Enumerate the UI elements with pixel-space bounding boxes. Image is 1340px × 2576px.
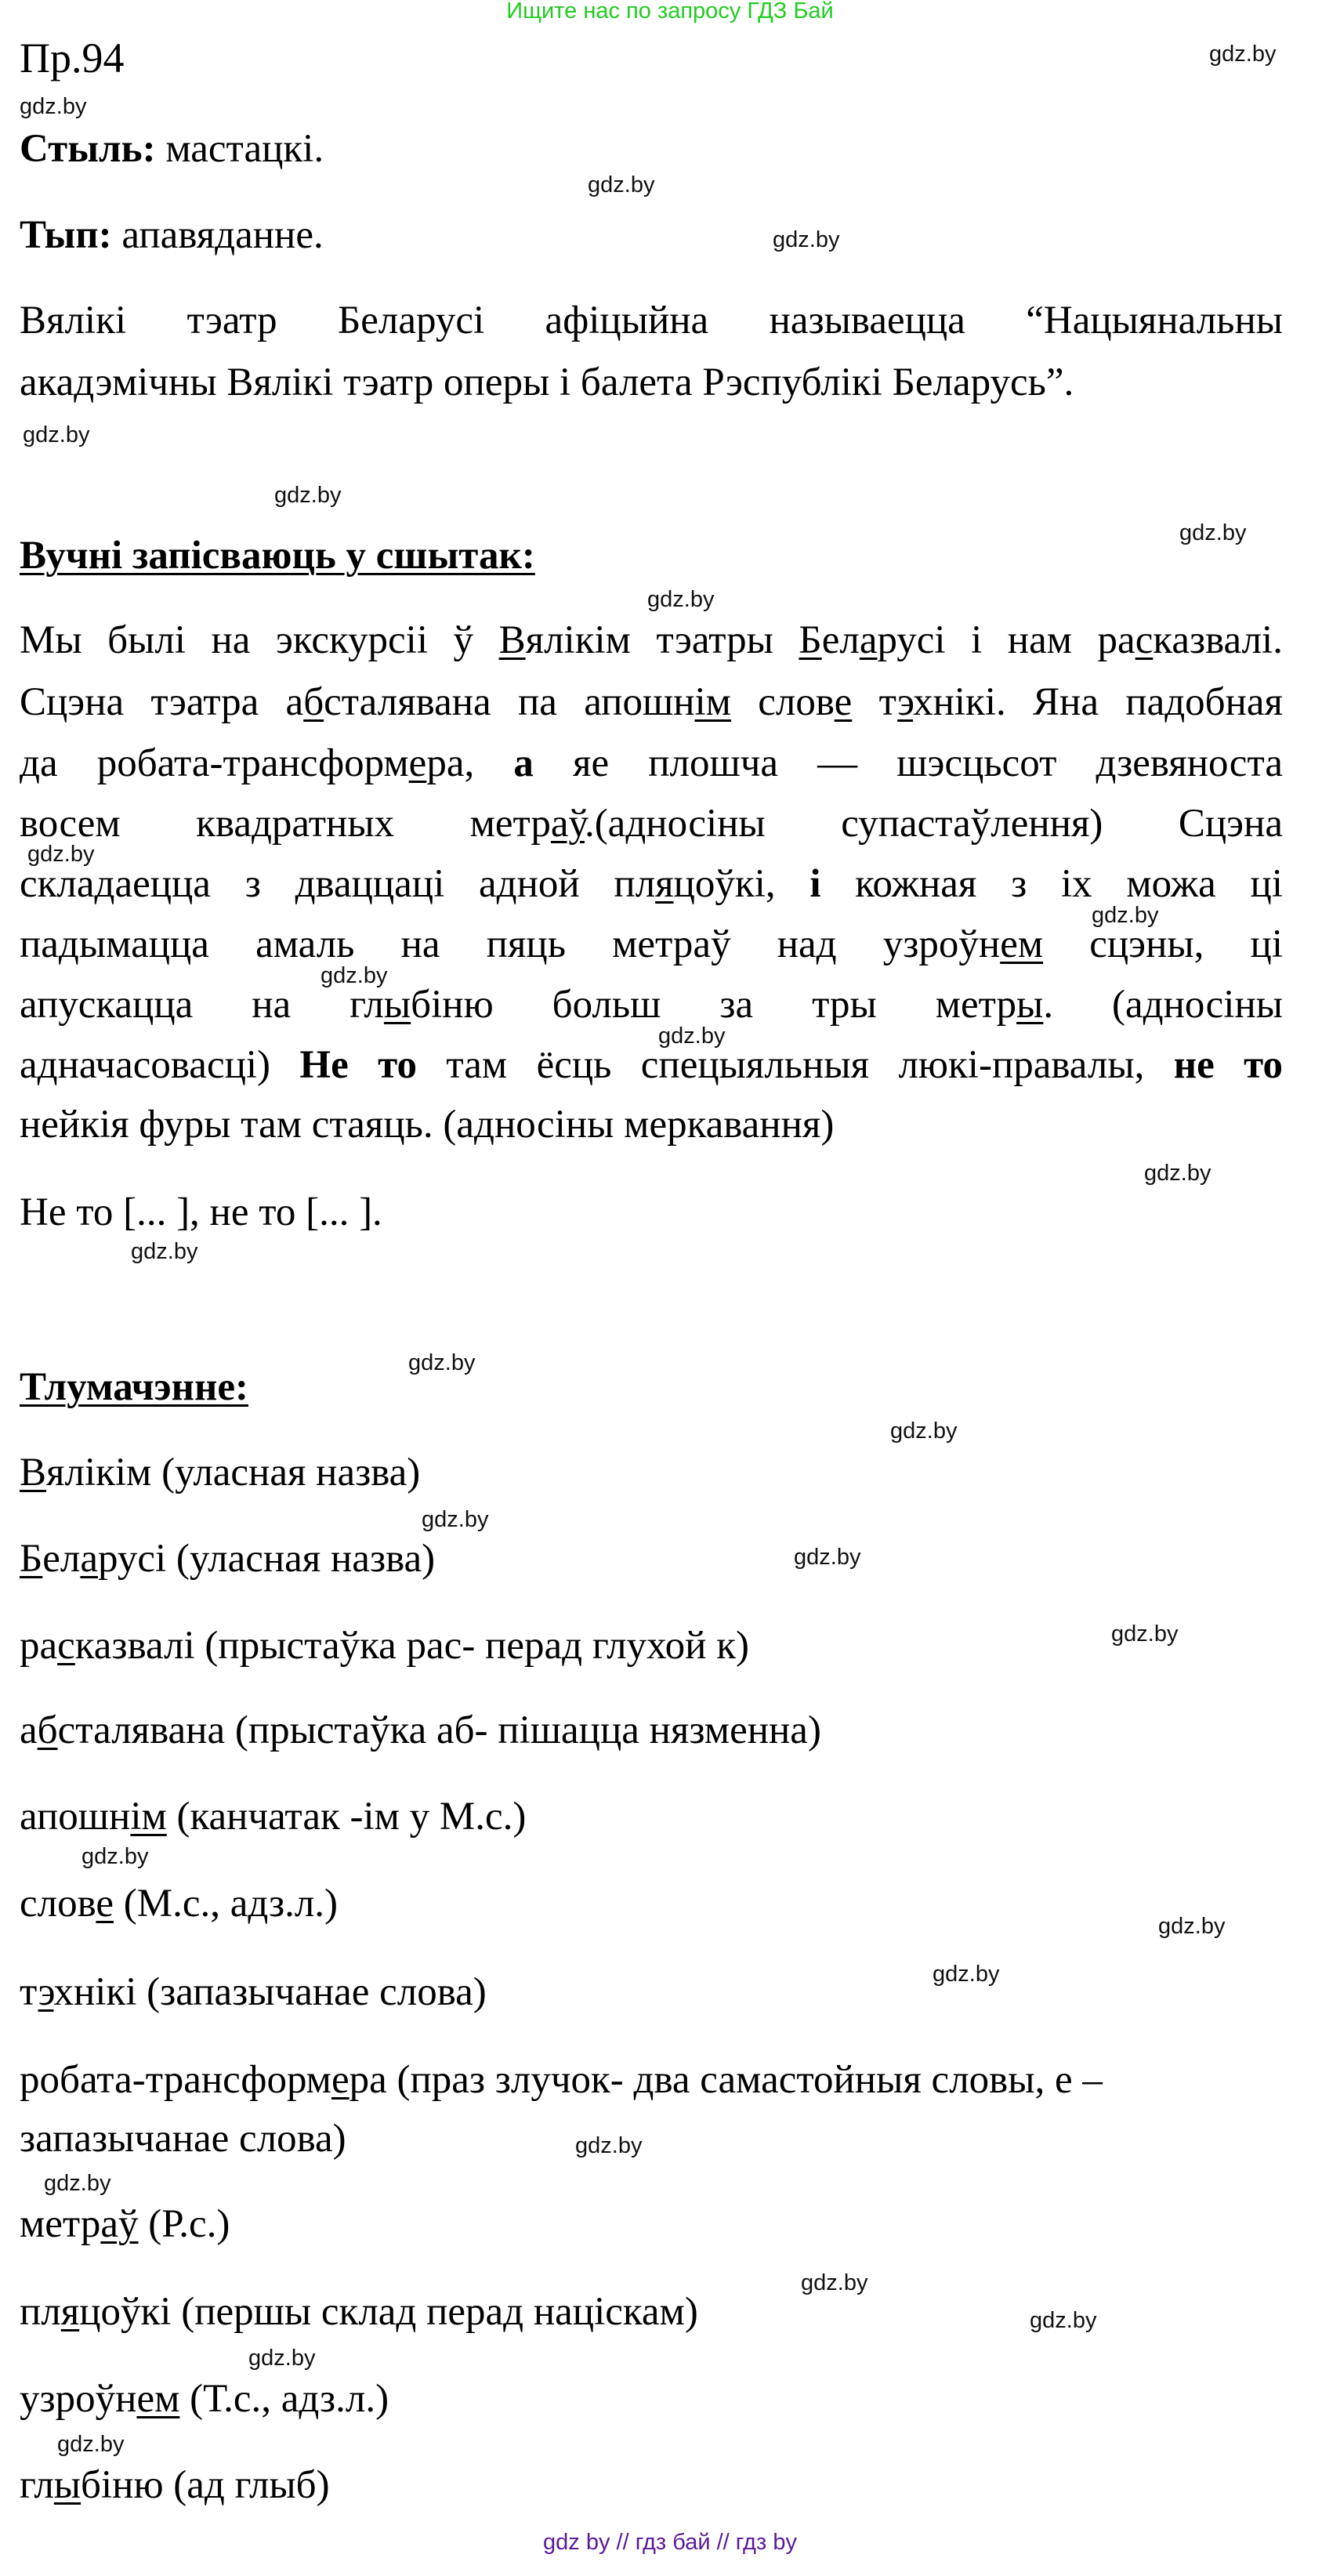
notebook-line xyxy=(20,921,1283,968)
text-segment: казвалі. xyxy=(1153,618,1283,662)
underlined-segment: э xyxy=(897,680,914,724)
text-segment: сцэны, ці xyxy=(1043,922,1283,966)
underlined-segment: ы xyxy=(383,983,411,1027)
text-segment: адначасовасці) xyxy=(20,1043,300,1087)
explain-item xyxy=(20,1969,1283,2016)
text-segment: восем квадратных метр xyxy=(20,802,551,846)
underlined-segment: аў xyxy=(100,2202,139,2246)
text-segment: пл xyxy=(20,2290,61,2334)
text-segment: т xyxy=(852,680,898,724)
underlined-segment: ім xyxy=(694,680,731,724)
underlined-segment: э xyxy=(38,1970,54,2014)
watermark: gdz.by xyxy=(81,1844,149,1869)
text-segment: ра xyxy=(20,1624,58,1668)
notebook-line xyxy=(20,740,1283,787)
text-segment: ялікім тэатры xyxy=(525,618,799,662)
text-segment: хнікі. Яна падобная xyxy=(913,680,1284,724)
notebook-line xyxy=(20,1101,1283,1148)
explain-item xyxy=(20,1880,1283,1927)
bold-segment: Стыль: xyxy=(20,127,156,171)
explain-item xyxy=(20,1535,1283,1582)
search-hint-banner[interactable]: Ищите нас по запросу ГДЗ Бай xyxy=(506,0,834,24)
explain-heading: Тлумачэнне: xyxy=(20,1365,248,1409)
text-segment: там ёсць спецыяльныя люкі-правалы, xyxy=(416,1043,1174,1087)
watermark: gdz.by xyxy=(20,94,87,119)
watermark: gdz.by xyxy=(44,2171,111,2196)
text-segment: ра, xyxy=(426,741,514,785)
text-segment: яе плошча — шэсцьсот дзевяноста xyxy=(533,741,1283,785)
watermark: gdz.by xyxy=(1030,2308,1097,2333)
text-segment: хнікі (запазычанае слова) xyxy=(53,1970,487,2014)
underlined-segment: я xyxy=(655,862,674,906)
watermark: gdz.by xyxy=(890,1418,958,1444)
watermark: gdz.by xyxy=(422,1507,489,1532)
text-segment: метр xyxy=(20,2202,101,2246)
intro-line xyxy=(20,359,1283,406)
underlined-segment: ы xyxy=(1016,983,1044,1027)
underlined-segment: с xyxy=(1135,618,1153,662)
text-segment: . (адносіны xyxy=(1043,983,1284,1027)
underlined-segment: В xyxy=(498,618,526,662)
underlined-segment: б xyxy=(37,1708,58,1752)
watermark: gdz.by xyxy=(23,422,90,447)
watermark: gdz.by xyxy=(57,2432,125,2457)
underlined-segment: с xyxy=(57,1624,75,1668)
underlined-segment: Б xyxy=(799,618,822,662)
text-segment: русі (уласная назва) xyxy=(98,1537,436,1581)
notebook-line xyxy=(20,617,1283,664)
underlined-segment: е xyxy=(834,680,853,724)
underlined-segment: ім xyxy=(130,1795,167,1839)
text-segment: складаецца з дваццаці адной пл xyxy=(20,862,656,906)
watermark: gdz.by xyxy=(408,1350,476,1375)
text-segment: Мы былі на экскурсіі ў xyxy=(20,618,499,662)
notebook-line xyxy=(20,860,1283,908)
watermark: gdz.by xyxy=(933,1962,1000,1987)
text-segment: ра (праз злучок- два самастойныя словы, е – xyxy=(349,2058,1103,2102)
watermark: gdz.by xyxy=(131,1239,198,1264)
exercise-number: Пр.94 xyxy=(20,34,125,82)
text-segment: ел xyxy=(42,1537,81,1581)
underlined-segment: ем xyxy=(1000,922,1044,966)
explain-item xyxy=(20,1449,1283,1496)
underlined-segment: б xyxy=(303,680,324,724)
text-segment: падымацца амаль на пяць метраў над узроўн xyxy=(20,922,1001,966)
underlined-segment: а xyxy=(859,618,878,662)
watermark: gdz.by xyxy=(588,172,655,197)
text-segment: слов xyxy=(20,1882,96,1926)
underlined-segment: е xyxy=(96,1882,114,1926)
text-segment: мастацкі. xyxy=(155,127,324,171)
underlined-segment: а xyxy=(80,1537,99,1581)
bold-segment: не то xyxy=(1173,1043,1283,1087)
intro-line xyxy=(20,297,1283,344)
text-segment: да робата-трансформ xyxy=(20,741,409,785)
text-segment: слов xyxy=(730,680,835,724)
explain-item xyxy=(20,1622,1283,1669)
watermark: gdz.by xyxy=(801,2270,868,2295)
watermark: gdz.by xyxy=(321,963,388,988)
text-segment: запазычанае слова) xyxy=(20,2117,346,2161)
explain-item xyxy=(20,1793,1283,1840)
text-segment: нейкія фуры там стаяць. (адносіны меркавання) xyxy=(20,1103,835,1147)
text-segment: (Т.с., адз.л.) xyxy=(179,2377,389,2421)
explain-item xyxy=(20,2056,1283,2103)
notebook-line xyxy=(20,981,1283,1028)
text-segment: .(адносіны супастаўлення) Сцэна xyxy=(584,802,1283,846)
type-line xyxy=(20,212,1283,259)
text-segment: цоўкі, xyxy=(673,862,810,906)
bold-segment: і xyxy=(809,862,821,906)
watermark: gdz.by xyxy=(794,1545,861,1570)
explain-item xyxy=(20,1707,1283,1754)
watermark: gdz.by xyxy=(1209,42,1277,67)
text-segment: (М.с., адз.л.) xyxy=(114,1882,339,1926)
watermark: gdz.by xyxy=(1111,1621,1179,1647)
text-segment: апускацца на гл xyxy=(20,983,384,1027)
text-segment: ел xyxy=(821,618,860,662)
watermark: gdz.by xyxy=(658,1024,726,1049)
underlined-segment: В xyxy=(20,1451,47,1495)
watermark: gdz.by xyxy=(647,587,715,612)
underlined-segment: Б xyxy=(20,1537,43,1581)
text-segment: сталявана па апошн xyxy=(324,680,695,724)
underlined-segment: ем xyxy=(136,2377,180,2421)
bold-segment: Не то xyxy=(299,1043,417,1087)
notebook-line xyxy=(20,679,1283,726)
watermark: gdz.by xyxy=(1158,1914,1226,1939)
text-segment: гл xyxy=(20,2463,54,2507)
text-segment: ялікім (уласная назва) xyxy=(46,1451,421,1495)
underlined-segment: я xyxy=(60,2290,80,2334)
text-segment: казвалі (прыстаўка рас- перад глухой к) xyxy=(74,1624,749,1668)
explain-item xyxy=(20,2201,1283,2248)
text-segment: апошн xyxy=(20,1795,131,1839)
text-segment: т xyxy=(20,1970,38,2014)
notebook-line xyxy=(20,1042,1283,1089)
underlined-segment: е xyxy=(408,741,427,785)
bold-segment: Тып: xyxy=(20,213,112,257)
notebook-heading: Вучні запісваюць у сшытак: xyxy=(20,534,535,578)
text-segment: Вялікі тэатр Беларусі афіцыйна называецца “Нацыянальны xyxy=(20,299,1283,342)
watermark: gdz.by xyxy=(575,2133,643,2158)
text-segment: русі і нам ра xyxy=(877,618,1135,662)
explain-item xyxy=(20,2462,1283,2509)
text-segment: цоўкі (першы склад перад націскам) xyxy=(79,2290,698,2334)
text-segment: (канчатак -ім у М.с.) xyxy=(166,1795,527,1839)
watermark: gdz.by xyxy=(274,483,342,508)
text-segment: біню больш за тры метр xyxy=(411,983,1017,1027)
watermark: gdz.by xyxy=(248,2346,316,2371)
text-segment: узроўн xyxy=(20,2377,137,2421)
text-segment: а xyxy=(20,1708,38,1752)
watermark: gdz.by xyxy=(1179,520,1247,545)
notebook-line xyxy=(20,800,1283,847)
text-segment: Сцэна тэатра а xyxy=(20,680,304,724)
bold-segment: а xyxy=(513,741,534,785)
sentence-scheme: Не то [... ], не то [... ]. xyxy=(20,1190,382,1234)
explain-item xyxy=(20,2375,1283,2422)
text-segment: апавяданне. xyxy=(111,213,324,257)
text-segment: (Р.с.) xyxy=(138,2202,230,2246)
watermark: gdz.by xyxy=(773,227,840,252)
text-segment: кожная з іх можа ці xyxy=(820,862,1283,906)
text-segment: сталявана (прыстаўка аб- пішацца нязменна) xyxy=(57,1708,821,1752)
text-segment: акадэмічны Вялікі тэатр оперы і балета Рэспублікі Беларусь”. xyxy=(20,360,1074,404)
text-segment: робата-трансформ xyxy=(20,2058,331,2102)
underlined-segment: е xyxy=(331,2058,349,2102)
style-line xyxy=(20,125,1283,172)
underlined-segment: аў xyxy=(550,802,585,846)
watermark: gdz.by xyxy=(1092,903,1159,928)
text-segment: біню (ад глыб) xyxy=(81,2463,330,2507)
watermark: gdz.by xyxy=(27,842,95,867)
explain-item xyxy=(20,2115,1283,2162)
footer-links[interactable]: gdz by // гдз бай // гдз by xyxy=(543,2530,797,2555)
underlined-segment: ы xyxy=(53,2463,81,2507)
watermark: gdz.by xyxy=(1144,1161,1211,1186)
